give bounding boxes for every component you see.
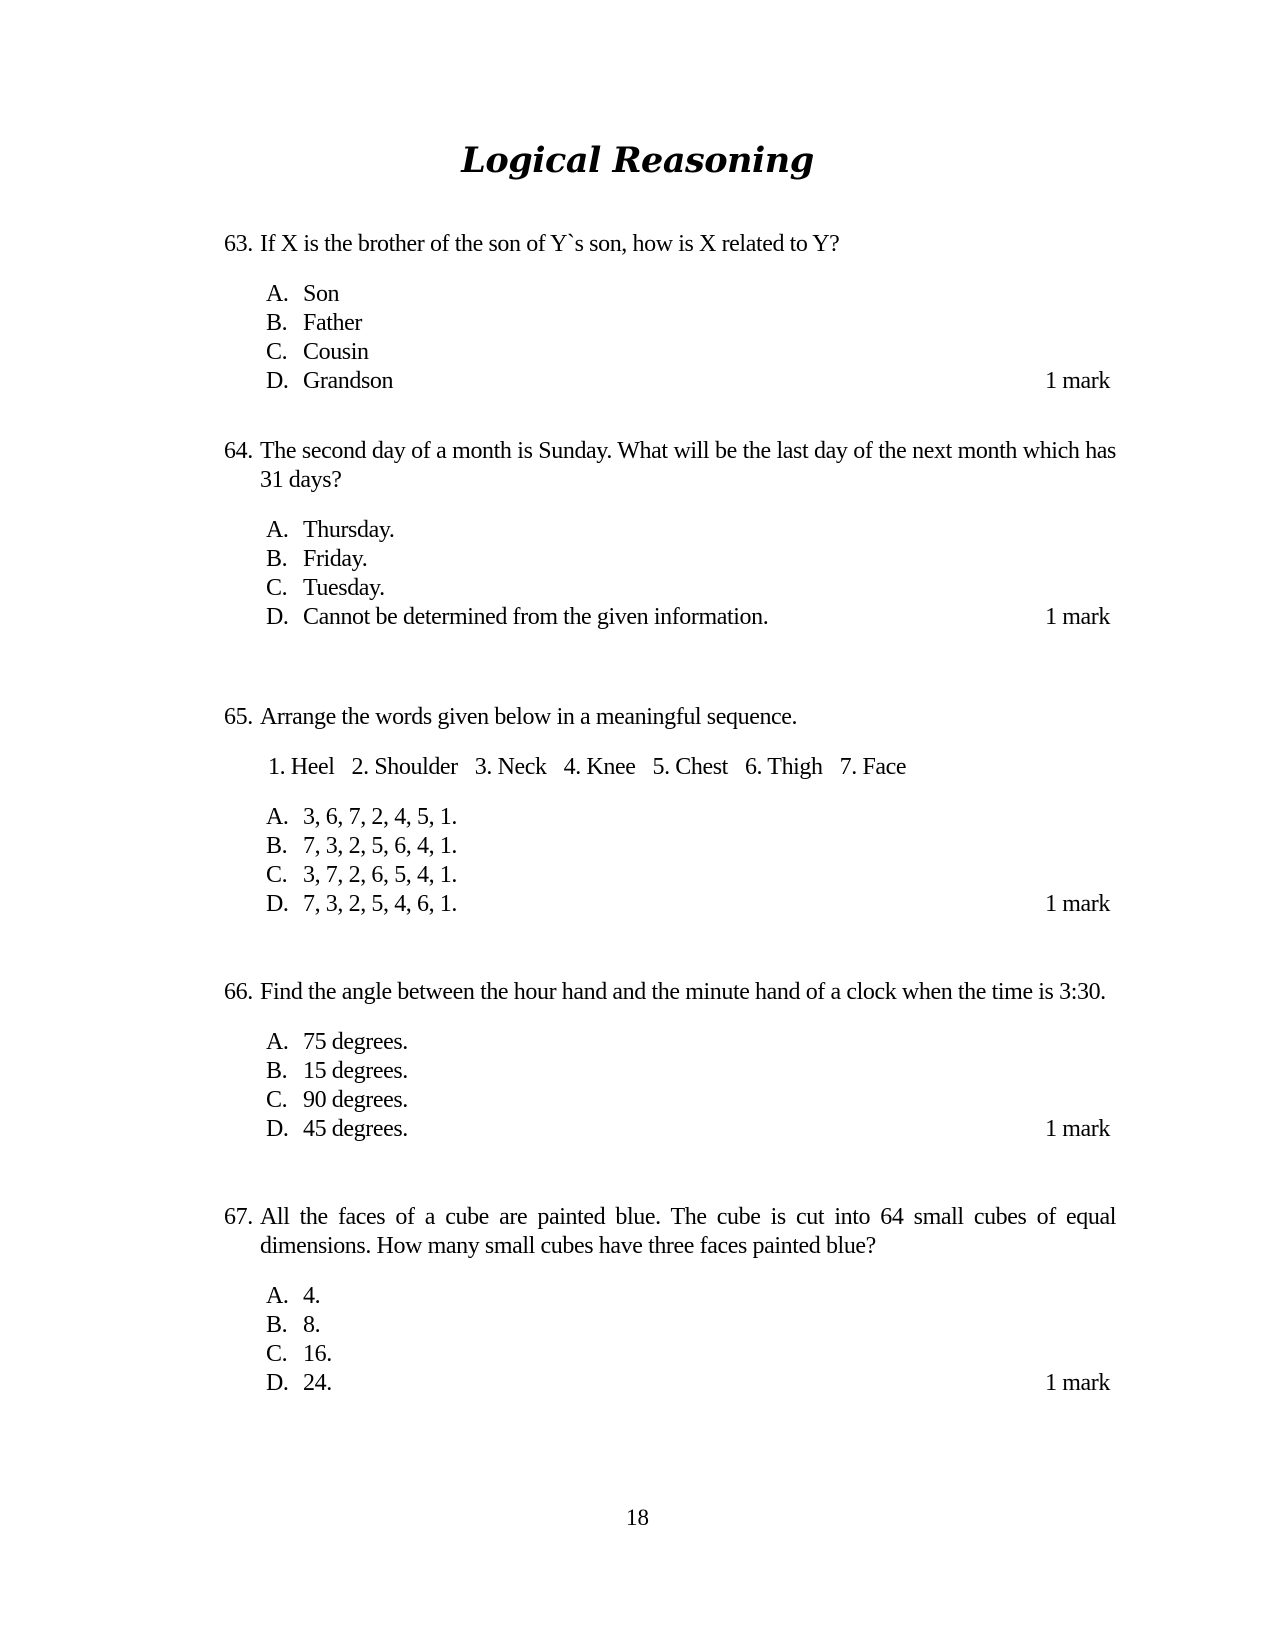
option-c	[266, 574, 1116, 603]
sequence-item: 4. Knee	[563, 754, 636, 780]
option-d	[266, 603, 1116, 632]
option-text: Grandson	[303, 368, 394, 394]
option-d	[266, 367, 1116, 396]
option-letter: D.	[266, 368, 289, 394]
option-letter: A.	[266, 1029, 289, 1055]
option-c	[266, 1340, 1116, 1369]
option-letter: D.	[266, 1116, 289, 1142]
option-text: 3, 7, 2, 6, 5, 4, 1.	[303, 862, 458, 888]
mark-label: 1 mark	[1045, 368, 1110, 394]
option-text: 15 degrees.	[303, 1058, 408, 1084]
question-stem	[224, 978, 1116, 1007]
option-letter: A.	[266, 281, 289, 307]
option-text: 8.	[303, 1312, 321, 1338]
option-c	[266, 338, 1116, 367]
option-a	[266, 280, 1116, 309]
option-b	[266, 309, 1116, 338]
question-66	[224, 978, 1116, 1144]
question-number: 64.	[224, 438, 253, 464]
question-stem	[224, 703, 1116, 732]
option-b	[266, 832, 1116, 861]
question-63	[224, 230, 1116, 396]
question-number: 67.	[224, 1204, 253, 1230]
question-text: Find the angle between the hour hand and the minute hand of a clock when the time is 3:30.	[260, 979, 1106, 1005]
option-text: 16.	[303, 1341, 332, 1367]
question-number: 66.	[224, 979, 253, 1005]
option-letter: B.	[266, 1058, 288, 1084]
question-text: Arrange the words given below in a meaningful sequence.	[260, 704, 798, 730]
options-list	[224, 1028, 1116, 1144]
option-b	[266, 1057, 1116, 1086]
question-text: The second day of a month is Sunday. What will be the last day of the next month which has 31 days?	[260, 438, 1116, 493]
option-letter: B.	[266, 310, 288, 336]
question-67	[224, 1203, 1116, 1398]
option-text: Tuesday.	[303, 575, 385, 601]
option-b	[266, 1311, 1116, 1340]
option-letter: B.	[266, 833, 288, 859]
mark-label: 1 mark	[1045, 891, 1110, 917]
question-stem	[224, 230, 1116, 259]
option-letter: B.	[266, 546, 288, 572]
sequence-item: 3. Neck	[474, 754, 547, 780]
question-text: All the faces of a cube are painted blue. The cube is cut into 64 small cubes of equal dimensions. How many small cubes have three faces painted blue?	[260, 1204, 1116, 1259]
option-d	[266, 1115, 1116, 1144]
option-d	[266, 890, 1116, 919]
question-stem	[224, 1203, 1116, 1261]
option-d	[266, 1369, 1116, 1398]
question-64	[224, 437, 1116, 632]
sequence-item: 5. Chest	[652, 754, 728, 780]
option-text: 7, 3, 2, 5, 6, 4, 1.	[303, 833, 458, 859]
option-text: Thursday.	[303, 517, 395, 543]
sequence-item: 6. Thigh	[744, 754, 823, 780]
option-letter: C.	[266, 1341, 288, 1367]
option-letter: C.	[266, 862, 288, 888]
question-number: 63.	[224, 231, 253, 257]
options-list	[224, 516, 1116, 632]
sequence-item: 7. Face	[839, 754, 907, 780]
option-text: 90 degrees.	[303, 1087, 408, 1113]
option-a	[266, 1282, 1116, 1311]
option-text: 24.	[303, 1370, 332, 1396]
options-list	[224, 280, 1116, 396]
question-65	[224, 703, 1116, 919]
page-title: Logical Reasoning	[461, 140, 814, 181]
mark-label: 1 mark	[1045, 1370, 1110, 1396]
option-b	[266, 545, 1116, 574]
option-text: Son	[303, 281, 340, 307]
option-a	[266, 516, 1116, 545]
option-a	[266, 803, 1116, 832]
option-letter: A.	[266, 517, 289, 543]
option-c	[266, 861, 1116, 890]
option-letter: A.	[266, 804, 289, 830]
option-letter: C.	[266, 575, 288, 601]
question-stem	[224, 437, 1116, 495]
option-text: 3, 6, 7, 2, 4, 5, 1.	[303, 804, 458, 830]
option-letter: A.	[266, 1283, 289, 1309]
option-letter: C.	[266, 1087, 288, 1113]
question-number: 65.	[224, 704, 253, 730]
option-text: 7, 3, 2, 5, 4, 6, 1.	[303, 891, 458, 917]
option-letter: B.	[266, 1312, 288, 1338]
option-a	[266, 1028, 1116, 1057]
option-text: Cousin	[303, 339, 369, 365]
options-list	[224, 803, 1116, 919]
option-text: 45 degrees.	[303, 1116, 408, 1142]
option-text: 75 degrees.	[303, 1029, 408, 1055]
mark-label: 1 mark	[1045, 604, 1110, 630]
sequence-item: 2. Shoulder	[351, 754, 458, 780]
word-sequence	[224, 753, 1116, 782]
options-list	[224, 1282, 1116, 1398]
option-letter: D.	[266, 604, 289, 630]
sequence-item: 1. Heel	[268, 754, 335, 780]
option-c	[266, 1086, 1116, 1115]
option-letter: D.	[266, 1370, 289, 1396]
option-text: Friday.	[303, 546, 368, 572]
option-text: Father	[303, 310, 362, 336]
question-text: If X is the brother of the son of Y`s son, how is X related to Y?	[260, 231, 840, 257]
option-text: Cannot be determined from the given information.	[303, 604, 769, 630]
option-letter: C.	[266, 339, 288, 365]
option-text: 4.	[303, 1283, 321, 1309]
option-letter: D.	[266, 891, 289, 917]
page-number: 18	[626, 1505, 649, 1530]
mark-label: 1 mark	[1045, 1116, 1110, 1142]
